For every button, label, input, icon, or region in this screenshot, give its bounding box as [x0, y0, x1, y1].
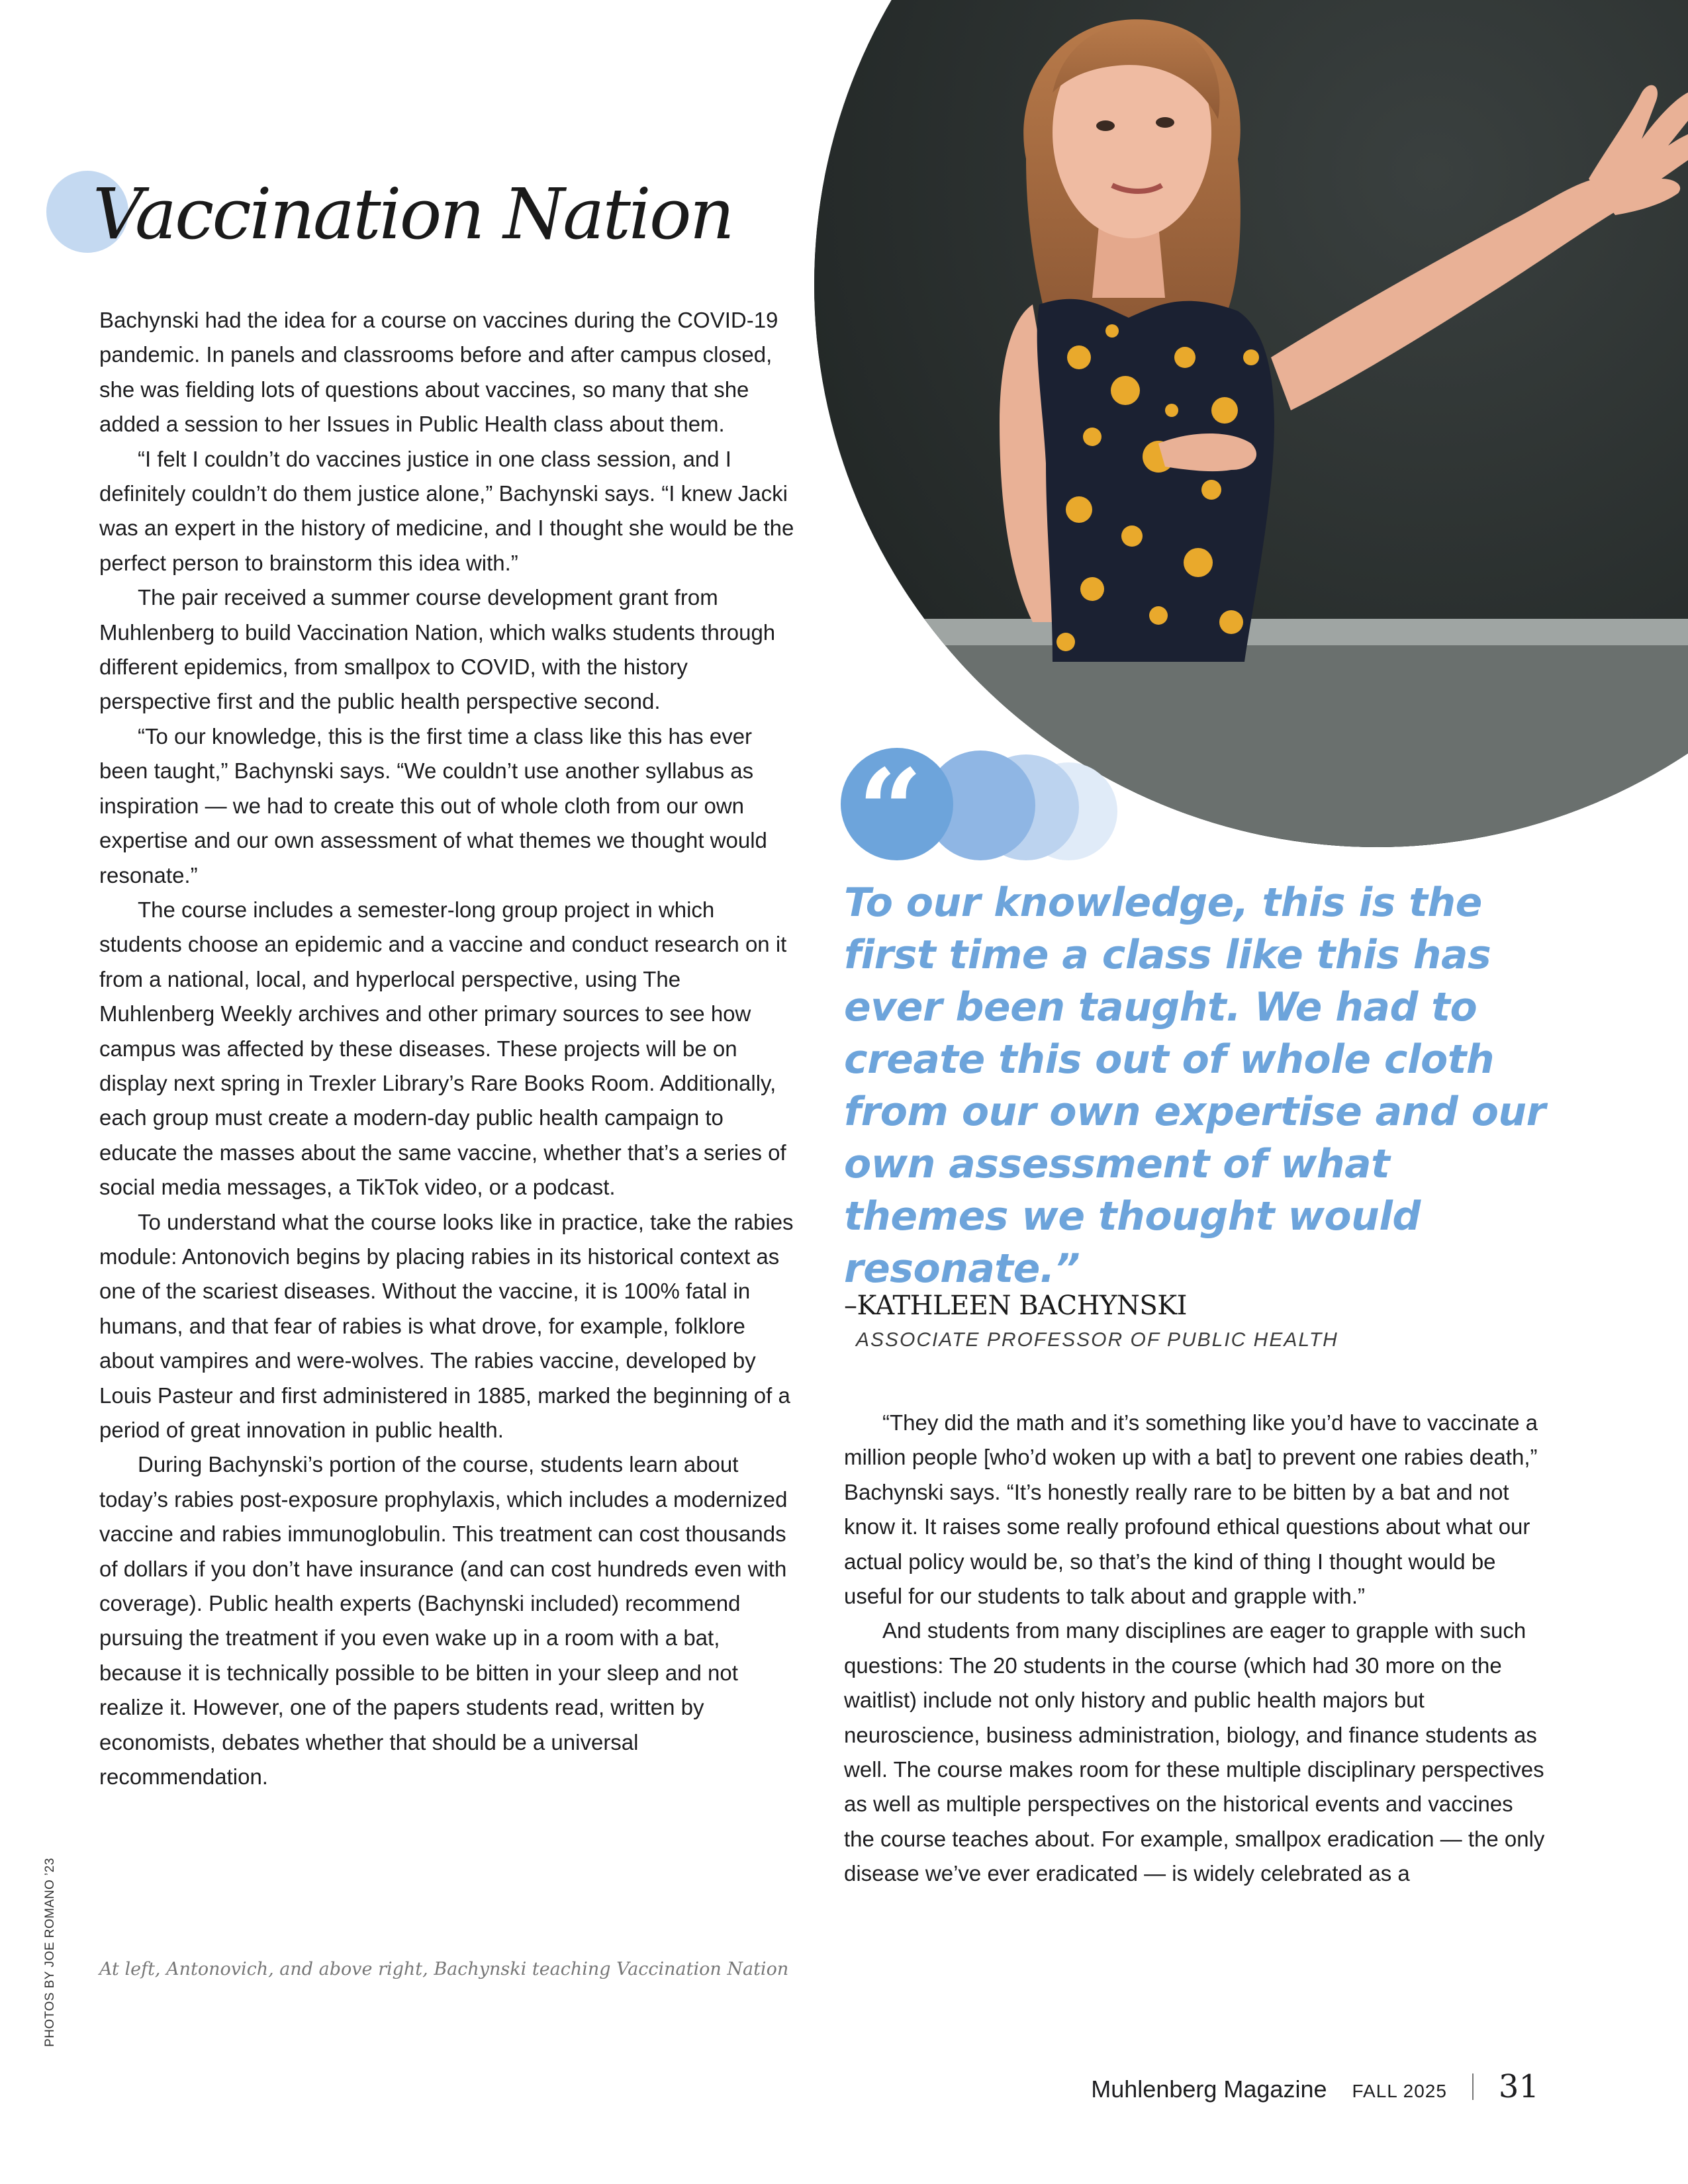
page-number: 31	[1498, 2068, 1539, 2105]
footer-magazine-name: Muhlenberg Magazine	[1091, 2075, 1327, 2103]
instructor-photo-illustration	[814, 0, 1688, 847]
photo-caption: At left, Antonovich, and above right, Bachynski teaching Vaccination Nation	[99, 1959, 789, 1979]
body-paragraph: The pair received a summer course development grant from Muhlenberg to build Vaccination Nation, which walks students through different epidemics, from smallpox to COVID, with the history perspective first and the public health perspective second.	[99, 585, 776, 714]
quote-mark-icon: “	[858, 745, 923, 877]
pullquote-attribution-name: –KATHLEEN BACHYNSKI	[844, 1291, 1187, 1321]
gesturing-hand	[1158, 433, 1256, 471]
body-paragraph: “They did the math and it’s something like you’d have to vaccinate a million people [who’d woken up with a bat] to prevent one rabies death,” Bachynski says. “It’s honestly really rare to be bitten by a bat and not know it. It raises some really profound ethical questions about what our actual policy would be, so that’s the kind of thing I thought would be useful for our students to talk about and grapple with.”	[844, 1410, 1538, 1609]
right-eye	[1156, 117, 1174, 128]
body-paragraph: To understand what the course looks like in practice, take the rabies module: Antonovich begins by placing rabies in its historical context as one of the scariest diseases. Without the vaccine, it is 100% fatal in humans, and that fear of rabies is what drove, for example, folklore about vampires and were-wolves. The rabies vaccine, developed by Louis Pasteur and first administered in 1885, marked the beginning of a period of great innovation in public health.	[99, 1209, 794, 1442]
chalk-ledge	[814, 619, 1688, 645]
left-eye	[1096, 120, 1115, 131]
photo-credit-text: PHOTOS BY JOE ROMANO ’23	[43, 1858, 57, 2047]
footer-divider	[1472, 2073, 1474, 2100]
body-paragraph: “I felt I couldn’t do vaccines justice in one class session, and I definitely couldn’t do them justice alone,” Bachynski says. “I knew Jacki was an expert in the history of medicine, and I thought she would be the perfect person to brainstorm this idea with.”	[99, 446, 794, 575]
page-footer	[1091, 2068, 1539, 2105]
instructor-photo	[814, 0, 1688, 847]
body-paragraph: The course includes a semester-long group project in which students choose an epidemic and a vaccine and conduct research on it from a national, local, and hyperlocal perspective, using The Muhlenberg Weekly archives and other primary sources to see how campus was affected by these diseases. These projects will be on display next spring in Trexler Library’s Rare Books Room. Additionally, each group must create a modern-day public health campaign to educate the masses about the same vaccine, whether that’s a series of social media messages, a TikTok video, or a podcast.	[99, 897, 787, 1200]
article-body-left-column	[99, 303, 801, 1794]
body-paragraph: Bachynski had the idea for a course on vaccines during the COVID-19 pandemic. In panels and classrooms before and after campus closed, she was fielding lots of questions about vaccines, so many that she added a session to her Issues in Public Health class about them.	[99, 308, 778, 437]
pullquote-attribution-title: ASSOCIATE PROFESSOR OF PUBLIC HEALTH	[856, 1329, 1338, 1351]
photo-credit	[40, 1846, 61, 2058]
footer-issue: FALL 2025	[1352, 2081, 1447, 2101]
body-paragraph: And students from many disciplines are eager to grapple with such questions: The 20 students in the course (which had 30 more on the waitlist) include not only history and public health majors but neuroscience, business administration, biology, and finance students as well. The course makes room for these multiple disciplinary perspectives as well as multiple perspectives on the historical events and vaccines the course teaches about. For example, smallpox eradication — the only disease we’ve ever eradicated — is widely celebrated as a	[844, 1618, 1545, 1886]
body-paragraph: During Bachynski’s portion of the course, students learn about today’s rabies post-exposure prophylaxis, which includes a modernized vaccine and rabies immunoglobulin. This treatment can cost thousands of dollars if you don’t have insurance (and can cost hundreds even with coverage). Public health experts (Bachynski included) recommend pursuing the treatment if you even wake up in a room with a bat, because it is technically possible to be bitten in your sleep and not realize it. However, one of the papers students read, written by economists, debates whether that should be a universal recommendation.	[99, 1452, 788, 1790]
body-paragraph: “To our knowledge, this is the first time a class like this has ever been taught,” Bachynski says. “We couldn’t use another syllabus as inspiration — we had to create this out of whole cloth from our own expertise and our own assessment of what themes we thought would resonate.”	[99, 723, 767, 887]
article-title: Vaccination Nation	[93, 173, 733, 255]
article-body-right-column	[844, 1406, 1546, 1891]
pullquote-text: To our knowledge, this is the first time a class like this has ever been taught. We had to create this out of whole cloth from our own expertise and our own assessment of what themes we thought would resonate.”	[844, 880, 1546, 1292]
